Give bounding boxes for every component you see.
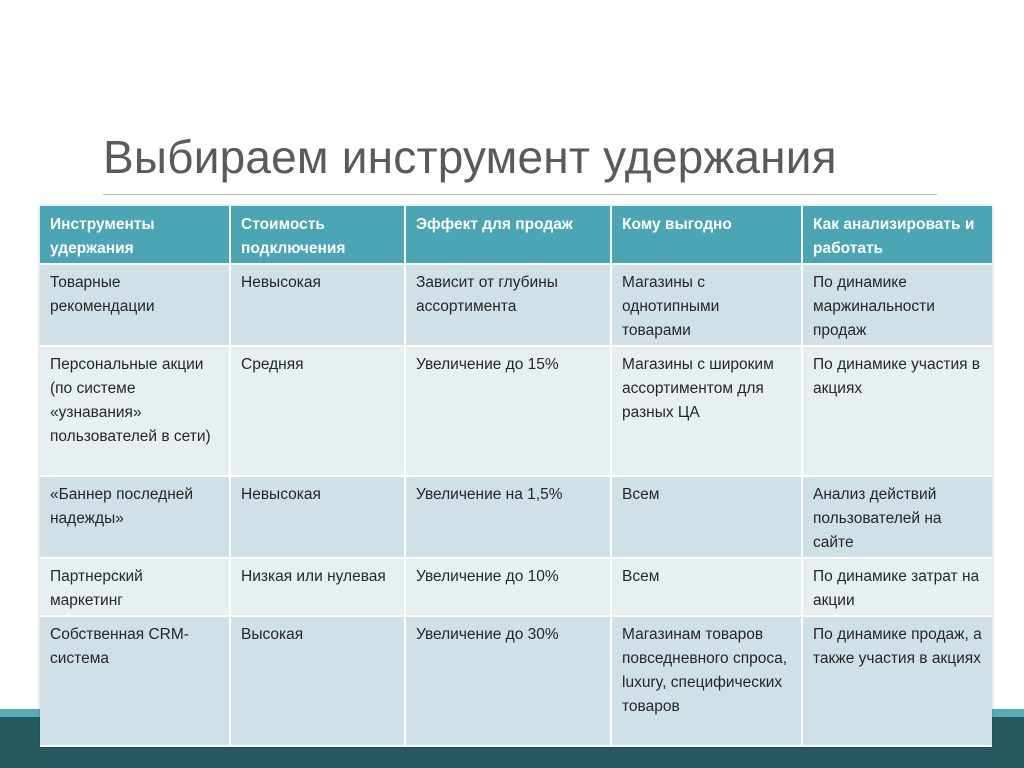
table-cell: По динамике участия в акциях [802,346,992,476]
table-row [40,264,992,346]
header-beneficiary: Кому выгодно [611,206,802,264]
table-cell: Высокая [230,616,405,746]
header-tools: Инструменты удержания [40,206,230,264]
table-cell: Невысокая [230,476,405,558]
table-cell: Анализ действий пользователей на сайте [802,476,992,558]
table-cell: Магазинам товаров повседневного спроса, luxury, специфических товаров [611,616,802,746]
table-cell: Зависит от глубины ассортимента [405,264,611,346]
table-cell: Увеличение до 30% [405,616,611,746]
slide-title: Выбираем инструмент удержания [103,131,837,183]
table-cell: Партнерский маркетинг [40,558,230,616]
header-cost: Стоимость подключения [230,206,405,264]
table-cell: По динамике маржинальности продаж [802,264,992,346]
retention-tools-table [40,206,992,747]
table-row [40,476,992,558]
table-cell: Магазины с широким ассортиментом для разных ЦА [611,346,802,476]
table-cell: Магазины с однотипными товарами [611,264,802,346]
table-cell: Персональные акции (по системе «узнавания» пользователей в сети) [40,346,230,476]
table-cell: Всем [611,476,802,558]
table-cell: Товарные рекомендации [40,264,230,346]
table-cell: Увеличение до 10% [405,558,611,616]
table-cell: По динамике продаж, а также участия в акциях [802,616,992,746]
table-cell: Низкая или нулевая [230,558,405,616]
header-analysis: Как анализировать и работать [802,206,992,264]
table-header-row [40,206,992,264]
retention-tools-table-container [40,206,992,747]
table-cell: Собственная CRM-система [40,616,230,746]
header-effect: Эффект для продаж [405,206,611,264]
table-cell: Средняя [230,346,405,476]
table-cell: Невысокая [230,264,405,346]
table-cell: «Баннер последней надежды» [40,476,230,558]
table-row [40,616,992,746]
table-row [40,346,992,476]
table-cell: Всем [611,558,802,616]
title-divider [103,194,937,195]
table-cell: Увеличение до 15% [405,346,611,476]
table-cell: Увеличение на 1,5% [405,476,611,558]
table-cell: По динамике затрат на акции [802,558,992,616]
table-row [40,558,992,616]
